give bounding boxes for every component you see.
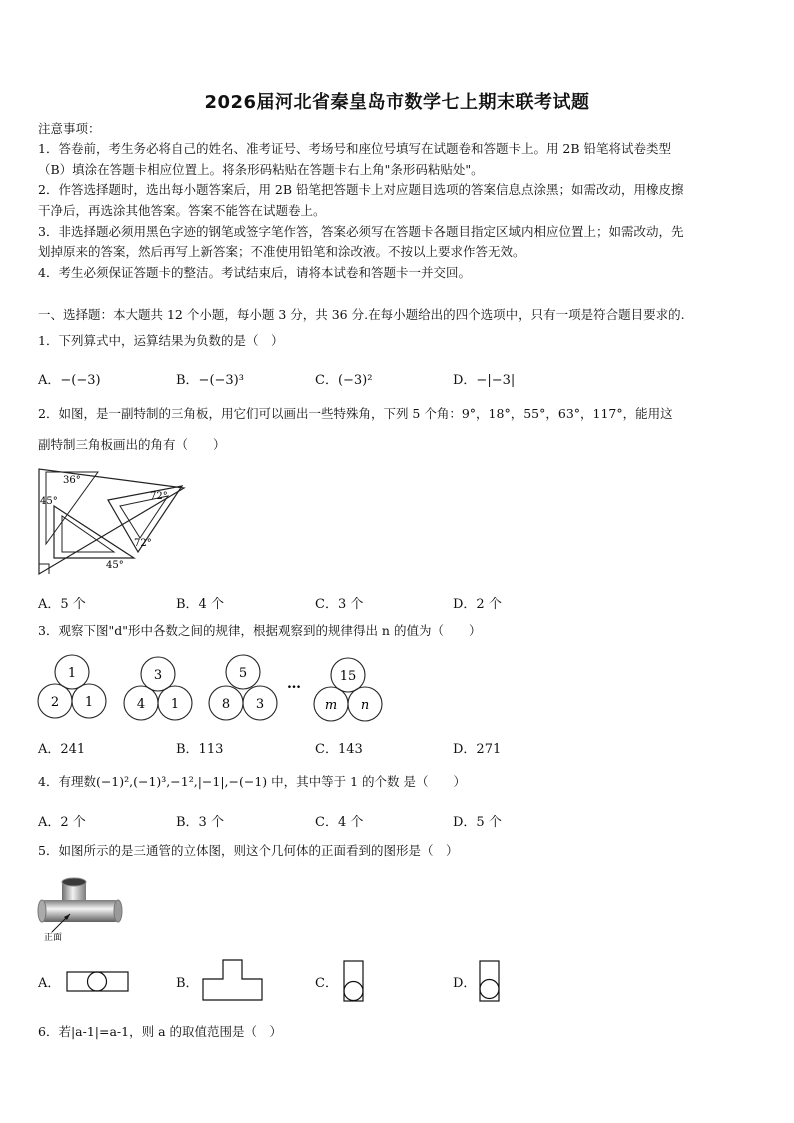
angle-label: 36° xyxy=(63,475,81,486)
option-c: C． xyxy=(315,976,338,991)
question-6-stem: 6．若|a-1|=a-1，则 a 的取值范围是（ ） xyxy=(38,1024,283,1039)
option-c-shape xyxy=(342,959,366,1003)
option-a: A．−(−3) xyxy=(38,373,101,388)
option-b: B．−(−3)³ xyxy=(176,373,244,388)
question-1-options xyxy=(38,369,756,387)
option-a: A． xyxy=(38,976,61,991)
question-4-stem: 4．有理数(−1)²,(−1)³,−1²,|−1|,−(−1) 中，其中等于 1 的个数 是（ ） xyxy=(38,774,467,789)
option-a: A．5 个 xyxy=(38,597,86,612)
question-5-stem: 5．如图所示的是三通管的立体图，则这个几何体的正面看到的图形是（ ） xyxy=(38,843,459,858)
circle-number: 3 xyxy=(153,668,163,683)
option-d: D．271 xyxy=(453,742,502,757)
option-a: A．2 个 xyxy=(38,815,86,830)
circle-variable: m xyxy=(324,698,338,713)
option-d: D．−|−3| xyxy=(453,373,516,388)
question-5-options xyxy=(38,972,756,990)
notice-line: 1．答卷前，考生务必将自己的姓名、准考证号、考场号和座位号填写在试题卷和答题卡上。用 2B 铅笔将试卷类型 xyxy=(38,141,672,156)
question-2-stem: 2．如图，是一副特制的三角板，用它们可以画出一些特殊角，下列 5 个角：9°，18°，55°，63°，117°，能用这 xyxy=(38,406,673,421)
option-c: C．143 xyxy=(315,742,363,757)
notice-line: 3．非选择题必须用黑色字迹的钢笔或签字笔作答，答案必须写在答题卡各题目指定区域内相应位置上；如需改动，先 xyxy=(38,224,684,239)
notice-line: 2．作答选择题时，选出每小题答案后，用 2B 铅笔把答题卡上对应题目选项的答案信息点涂黑；如需改动，用橡皮擦 xyxy=(38,182,684,197)
ellipsis: … xyxy=(287,676,301,692)
option-c: C．(−3)² xyxy=(315,373,373,388)
option-a-shape xyxy=(66,970,130,992)
option-d: D． xyxy=(453,976,477,991)
circle-number: 15 xyxy=(339,669,357,684)
option-b-shape xyxy=(201,958,265,1004)
angle-label: 45° xyxy=(106,560,124,571)
page-title: 2026届河北省秦皇岛市数学七上期末联考试题 xyxy=(204,92,590,113)
circle-number: 1 xyxy=(84,695,94,710)
question-2-options xyxy=(38,593,756,611)
notice-line: 4．考生必须保证答题卡的整洁。考试结束后，请将本试卷和答题卡一并交回。 xyxy=(38,265,471,280)
notice-heading: 注意事项： xyxy=(38,121,101,136)
question-2-stem: 副特制三角板画出的角有（ ） xyxy=(38,437,226,452)
triangle-set-figure xyxy=(36,466,188,578)
question-4-options xyxy=(38,811,756,829)
option-b: B．3 个 xyxy=(176,815,224,830)
option-d: D．2 个 xyxy=(453,597,502,612)
circle-number: 1 xyxy=(170,697,180,712)
option-b: B．4 个 xyxy=(176,597,224,612)
option-d-shape xyxy=(478,959,502,1003)
angle-label: 72° xyxy=(150,491,168,502)
figure-caption: 正面 xyxy=(44,933,63,943)
circle-number: 1 xyxy=(67,666,77,681)
circle-number: 2 xyxy=(50,695,60,710)
section-heading: 一、选择题：本大题共 12 个小题，每小题 3 分，共 36 分.在每小题给出的四个选项中，只有一项是符合题目要求的. xyxy=(38,307,685,322)
option-d: D．5 个 xyxy=(453,815,502,830)
angle-label: 72° xyxy=(134,538,152,549)
option-b: B． xyxy=(176,976,199,991)
circle-number: 8 xyxy=(221,697,231,712)
option-a: A．241 xyxy=(38,742,86,757)
notice-line: 划掉原来的答案，然后再写上新答案；不准使用铅笔和涂改液。不按以上要求作答无效。 xyxy=(38,244,526,259)
circle-variable: n xyxy=(360,698,370,713)
option-c: C．3 个 xyxy=(315,597,364,612)
notice-line: 干净后，再选涂其他答案。答案不能答在试题卷上。 xyxy=(38,203,326,218)
option-b: B．113 xyxy=(176,742,224,757)
question-3-stem: 3．观察下图"d"形中各数之间的规律，根据观察到的规律得出 n 的值为（ ） xyxy=(38,623,482,638)
angle-label: 45° xyxy=(40,496,58,507)
question-3-options xyxy=(38,738,756,756)
option-c: C．4 个 xyxy=(315,815,364,830)
notice-line: （B）填涂在答题卡相应位置上。将条形码粘贴在答题卡右上角"条形码粘贴处"。 xyxy=(38,162,484,177)
circle-number: 5 xyxy=(238,666,248,681)
question-1-stem: 1．下列算式中，运算结果为负数的是（ ） xyxy=(38,333,284,348)
tee-pipe-figure xyxy=(36,874,126,946)
d-shape-pattern-figure xyxy=(36,652,396,724)
circle-number: 4 xyxy=(136,697,146,712)
circle-number: 3 xyxy=(255,697,265,712)
